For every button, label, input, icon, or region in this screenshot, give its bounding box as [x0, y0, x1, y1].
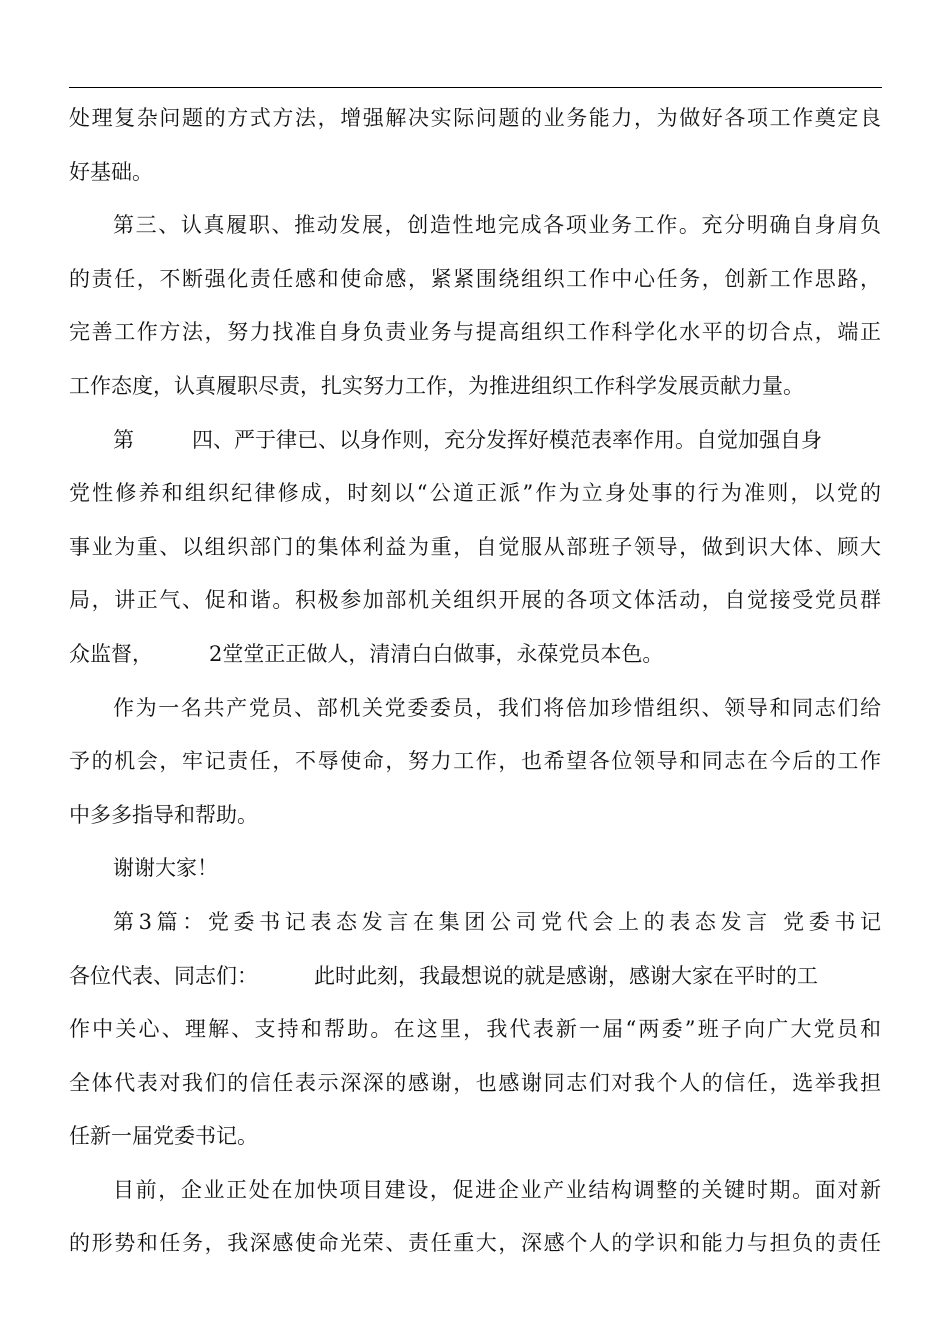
text-line: 完善工作方法，努力找准自身负责业务与提高组织工作科学化水平的切合点，端正	[69, 320, 881, 345]
text-line	[69, 896, 881, 950]
document-body	[69, 92, 881, 1271]
header-rule	[69, 87, 882, 88]
text-line: 好基础。	[69, 159, 153, 184]
text-line: 的形势和任务，我深感使命光荣、责任重大，深感个人的学识和能力与担负的责任	[69, 1231, 881, 1256]
article-heading: 第3篇：党委书记表态发言在集团公司党代会上的表态发言	[113, 909, 772, 934]
salutation: 各位代表、同志们：	[69, 963, 258, 988]
text-segment: 2堂堂正正做人，清清白白做事，永葆党员本色。	[209, 641, 664, 666]
text-line: 任新一届党委书记。	[69, 1124, 258, 1149]
text-segment: 四、严于律已、以身作则，充分发挥好模范表率作用。自觉加强自身	[192, 427, 822, 452]
text-line: 予的机会，牢记责任，不辱使命，努力工作，也希望各位领导和同志在今后的工作	[69, 749, 881, 774]
text-line: 作为一名共产党员、部机关党委委员，我们将倍加珍惜组织、领导和同志们给	[113, 695, 881, 720]
text-line: 局，讲正气、促和谐。积极参加部机关组织开展的各项文体活动，自觉接受党员群	[69, 588, 881, 613]
text-line: 工作态度，认真履职尽责，扎实努力工作，为推进组织工作科学发展贡献力量。	[69, 373, 804, 398]
text-segment: 众监督，	[69, 641, 153, 666]
text-line: 中多多指导和帮助。	[69, 802, 258, 827]
text-line	[69, 414, 881, 468]
text-line: 谢谢大家！	[113, 856, 218, 881]
text-line: 的责任，不断强化责任感和使命感，紧紧围绕组织工作中心任务，创新工作思路，	[69, 266, 881, 291]
text-line: 全体代表对我们的信任表示深深的感谢，也感谢同志们对我个人的信任，选举我担	[69, 1070, 881, 1095]
text-line: 目前，企业正处在加快项目建设，促进企业产业结构调整的关键时期。面对新	[113, 1177, 881, 1202]
text-line	[69, 950, 881, 1004]
text-line: 作中关心、理解、支持和帮助。在这里，我代表新一届“两委”班子向广大党员和	[69, 1017, 881, 1042]
section-number: 第	[113, 427, 134, 452]
text-line: 第三、认真履职、推动发展，创造性地完成各项业务工作。充分明确自身肩负	[113, 213, 881, 238]
text-segment: 此时此刻，我最想说的就是感谢，感谢大家在平时的工	[314, 963, 818, 988]
text-line	[69, 628, 881, 682]
text-line: 处理复杂问题的方式方法，增强解决实际问题的业务能力，为做好各项工作奠定良	[69, 106, 881, 130]
text-line: 事业为重、以组织部门的集体利益为重，自觉服从部班子领导，做到识大体、顾大	[69, 534, 881, 559]
author-title: 党委书记	[783, 909, 881, 934]
text-line: 党性修养和组织纪律修成，时刻以“公道正派”作为立身处事的行为准则，以党的	[69, 481, 881, 506]
